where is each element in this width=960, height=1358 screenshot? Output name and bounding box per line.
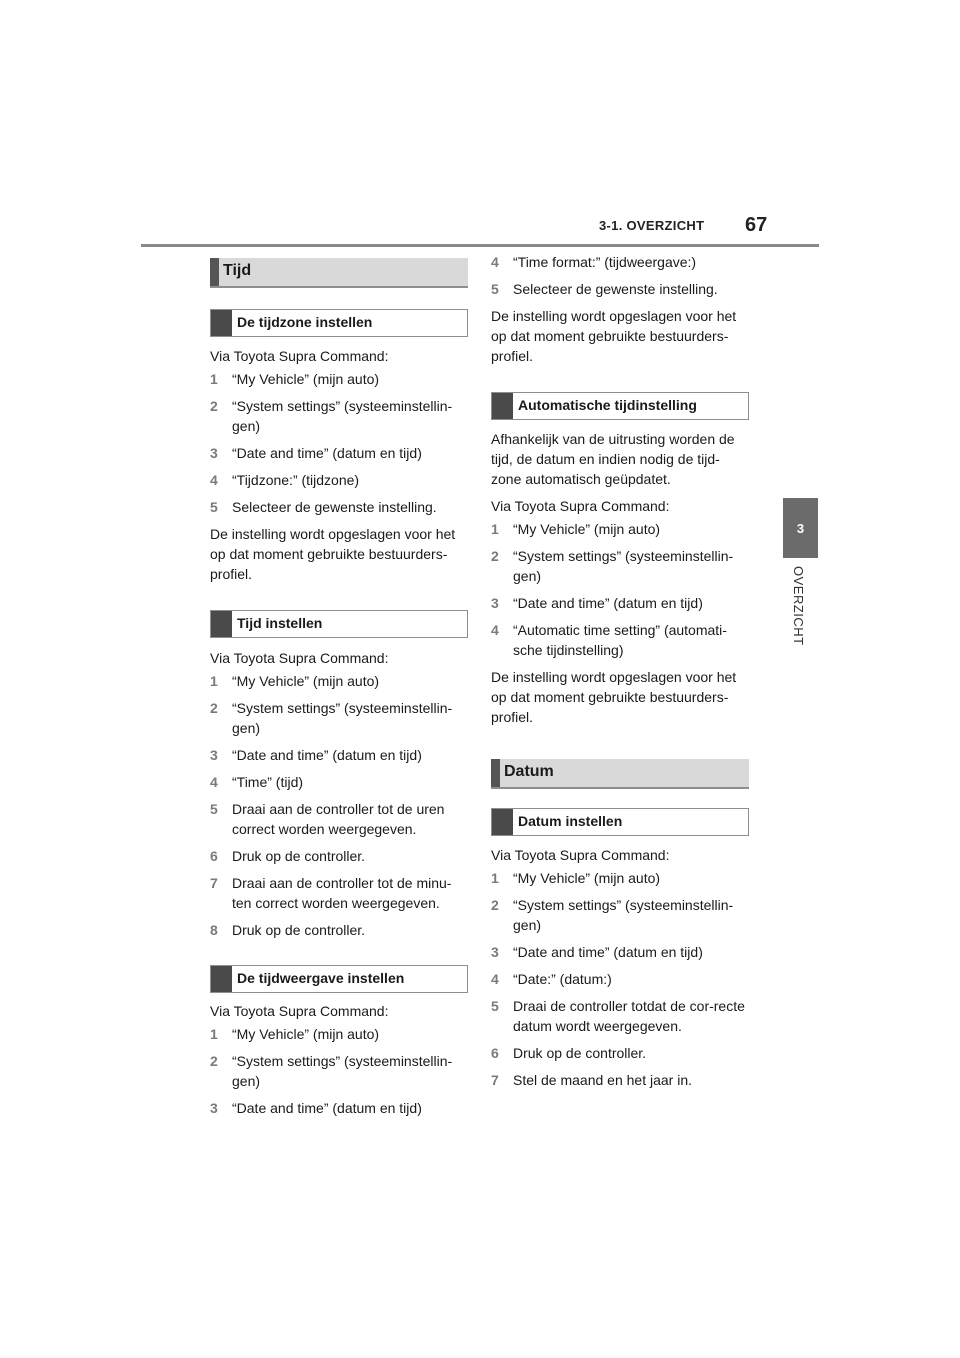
subheading-tijd-instellen [210, 610, 468, 638]
note-text: De instelling wordt opgeslagen voor het op dat moment gebruikte bestuurders-profiel. [210, 526, 456, 582]
step: 2 “System settings” (systeeminstellin-gen) [210, 1053, 453, 1089]
subheading-automatisch [491, 392, 749, 420]
step: 4 “Time” (tijd) [210, 774, 304, 790]
subheading-text: Tijd instellen [237, 615, 323, 631]
steps-tijd-instellen [210, 671, 468, 940]
step: 4 “Automatic time setting” (automati-sche tijdinstelling) [491, 622, 727, 658]
section-heading-text: Datum [504, 763, 554, 780]
section-heading-tijd [210, 258, 468, 288]
step: 3 “Date and time” (datum en tijd) [210, 445, 422, 461]
heading-marker [491, 759, 500, 787]
steps-tijdweergave-continued [491, 252, 749, 299]
step: 4 “Date:” (datum:) [491, 971, 612, 987]
intro-text: Via Toyota Supra Command: [210, 650, 389, 666]
step: 4 “Time format:” (tijdweergave:) [491, 254, 697, 270]
step: 3 “Date and time” (datum en tijd) [491, 944, 703, 960]
step: 3 “Date and time” (datum en tijd) [210, 1100, 422, 1116]
subheading-text: De tijdzone instellen [237, 314, 373, 330]
left-column [210, 258, 468, 1118]
heading-marker [211, 966, 232, 992]
subheading-datum-instellen [491, 808, 749, 836]
description-text: Afhankelijk van de uitrusting worden de tijd, de datum en indien nodig de tijd-zone automatisch geüpdatet. [491, 431, 735, 487]
steps-tijdzone [210, 369, 468, 517]
page-number: 67 [745, 214, 768, 236]
subheading-text: Automatische tijdinstelling [518, 397, 697, 413]
step: 2 “System settings” (systeeminstellin-gen) [491, 897, 734, 933]
step: 7 Stel de maand en het jaar in. [491, 1072, 693, 1088]
step: 1 “My Vehicle” (mijn auto) [210, 1026, 380, 1042]
step: 5 Selecteer de gewenste instelling. [210, 499, 437, 515]
heading-marker [492, 809, 513, 835]
intro-text: Via Toyota Supra Command: [491, 847, 670, 863]
heading-marker [211, 611, 232, 637]
note-text: De instelling wordt opgeslagen voor het op dat moment gebruikte bestuurders-profiel. [491, 308, 737, 364]
intro-text: Via Toyota Supra Command: [210, 348, 389, 364]
heading-marker [492, 393, 513, 419]
step: 1 “My Vehicle” (mijn auto) [210, 371, 380, 387]
step: 3 “Date and time” (datum en tijd) [491, 595, 703, 611]
chapter-tab: 3 [783, 498, 818, 558]
step: 3 “Date and time” (datum en tijd) [210, 747, 422, 763]
subheading-tijdzone [210, 309, 468, 337]
step: 7 Draai aan de controller tot de minu-ten correct worden weergegeven. [210, 875, 452, 911]
step: 6 Druk op de controller. [210, 848, 366, 864]
note-text: De instelling wordt opgeslagen voor het op dat moment gebruikte bestuurders-profiel. [491, 669, 737, 725]
intro-text: Via Toyota Supra Command: [210, 1003, 389, 1019]
section-heading-text: Tijd [223, 262, 252, 279]
step: 1 “My Vehicle” (mijn auto) [491, 521, 661, 537]
subheading-tijdweergave [210, 965, 468, 993]
step: 1 “My Vehicle” (mijn auto) [210, 673, 380, 689]
subheading-text: De tijdweergave instellen [237, 970, 405, 986]
subheading-text: Datum instellen [518, 813, 623, 829]
steps-tijdweergave [210, 1024, 468, 1118]
step: 2 “System settings” (systeeminstellin-gen) [210, 398, 453, 434]
section-title: 3-1. OVERZICHT [599, 218, 705, 233]
step: 6 Druk op de controller. [491, 1045, 647, 1061]
step: 1 “My Vehicle” (mijn auto) [491, 870, 661, 886]
step: 5 Draai aan de controller tot de uren correct worden weergegeven. [210, 801, 445, 837]
step: 2 “System settings” (systeeminstellin-gen) [210, 700, 453, 736]
steps-automatisch [491, 519, 749, 660]
step: 5 Selecteer de gewenste instelling. [491, 281, 718, 297]
heading-marker [211, 310, 232, 336]
heading-marker [210, 258, 219, 286]
intro-text: Via Toyota Supra Command: [491, 498, 670, 514]
step: 2 “System settings” (systeeminstellin-gen) [491, 548, 734, 584]
header-divider [141, 244, 819, 247]
right-column [491, 252, 749, 1090]
step: 4 “Tijdzone:” (tijdzone) [210, 472, 360, 488]
chapter-label: OVERZICHT [791, 566, 806, 646]
section-heading-datum [491, 759, 749, 789]
step: 5 Draai de controller totdat de cor-recte datum wordt weergegeven. [491, 998, 745, 1034]
step: 8 Druk op de controller. [210, 922, 366, 938]
steps-datum-instellen [491, 868, 749, 1090]
